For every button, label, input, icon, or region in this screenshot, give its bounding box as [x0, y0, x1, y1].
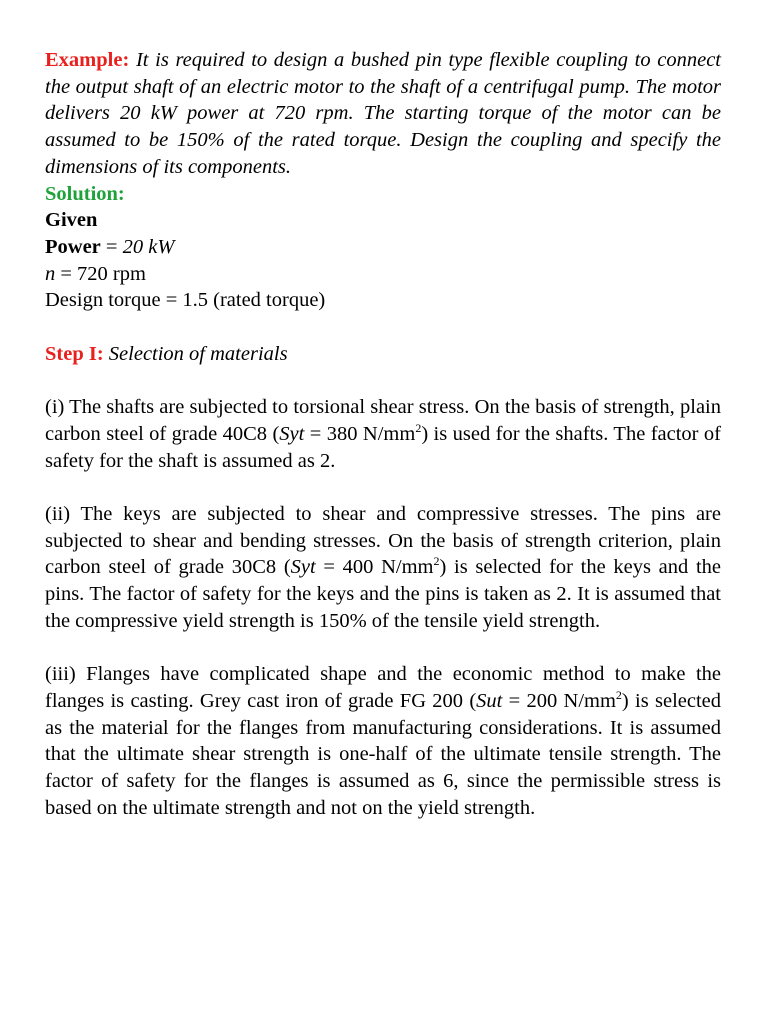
- spacer: [45, 474, 721, 501]
- power-value: 20 kW: [122, 235, 175, 258]
- para2-variable: Syt: [290, 556, 316, 579]
- given-heading: Given: [45, 209, 98, 232]
- para3-text-end: ) is selected as the material for the flanges from manufacturing considerations. It is assumed that the ultimate shear strength is one-half of the ultimate tensile strength. The factor of safety for the flanges is assumed as 6, since the permissible stress is based on the ultimate strength and not on the yield strength.: [45, 689, 722, 819]
- document-page: [45, 47, 721, 821]
- material-paragraph-flanges: [45, 661, 721, 821]
- given-speed: [45, 261, 721, 288]
- spacer: [45, 314, 721, 341]
- para3-text-mid: = 200 N/mm: [502, 689, 616, 712]
- example-text: It is required to design a bushed pin type flexible coupling to connect the output shaft of an electric motor to the shaft of a centrifugal pump. The motor delivers 20 kW power at 720 rpm. The starting torque of the motor can be assumed to be 150% of the rated torque. Design the coupling and specify the dimensions of its components.: [45, 49, 722, 178]
- para1-superscript: 2: [415, 420, 422, 435]
- para1-text-start: (i) The shafts are subjected to torsional shear stress. On the basis of strength, plain carbon steel of grade 40C8 (: [45, 396, 721, 445]
- para3-superscript: 2: [615, 687, 622, 702]
- spacer: [45, 367, 721, 394]
- spacer: [45, 634, 721, 661]
- power-label: Power: [45, 235, 101, 258]
- solution-heading: [45, 181, 721, 208]
- speed-value: = 720 rpm: [55, 262, 146, 285]
- given-power: [45, 234, 721, 261]
- material-paragraph-keys-pins: [45, 501, 721, 635]
- para1-text-end: ) is used for the shafts. The factor of safety for the shaft is assumed as 2.: [45, 422, 722, 472]
- step1-title: Selection of materials: [108, 342, 288, 365]
- example-paragraph: [45, 47, 721, 181]
- step1-label: Step I:: [45, 342, 104, 365]
- example-label: Example:: [45, 49, 130, 71]
- para1-text-mid: = 380 N/mm: [304, 422, 416, 445]
- para3-text-start: (iii) Flanges have complicated shape and the economic method to make the flanges is casting. Grey cast iron of grade FG 200 (: [45, 663, 721, 712]
- power-equals: =: [100, 235, 123, 258]
- para2-text-end: ) is selected for the keys and the pins. The factor of safety for the keys and the pins is taken as 2. It is assumed that the compressive yield strength is 150% of the tensile yield strength.: [45, 556, 722, 632]
- speed-symbol: n: [45, 262, 56, 285]
- para2-text-mid: = 400 N/mm: [315, 556, 434, 579]
- step1-heading: [45, 341, 721, 368]
- solution-label: Solution:: [45, 182, 125, 205]
- para2-text-start: (ii) The keys are subjected to shear and compressive stresses. The pins are subjected to shear and bending stresses. On the basis of strength criterion, plain carbon steel of grade 30C8 (: [45, 502, 721, 579]
- material-paragraph-shafts: [45, 394, 721, 474]
- given-design-torque: Design torque = 1.5 (rated torque): [45, 289, 326, 312]
- para3-variable: Sut: [476, 689, 503, 712]
- para1-variable: Syt: [279, 422, 305, 445]
- para2-superscript: 2: [433, 554, 440, 569]
